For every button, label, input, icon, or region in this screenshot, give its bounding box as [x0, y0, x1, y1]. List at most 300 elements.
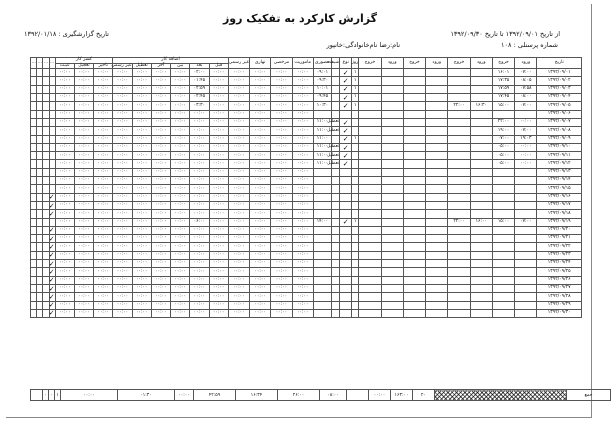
cell-in-2: [470, 127, 492, 135]
cell-in-4: [381, 251, 403, 259]
cell-ot-after: ۰۰:۰۰: [190, 293, 209, 301]
cell-duty: ۰۰:۰۰: [292, 185, 313, 193]
cell-ot-after: ۰۰:۰۰: [190, 127, 209, 135]
cell-day: [352, 152, 359, 160]
cell-lunch: ۰۰:۰۰: [250, 293, 271, 301]
cell-flag: [37, 243, 43, 251]
cell-day: [352, 243, 359, 251]
cell-in-4: [381, 268, 403, 276]
cell-ot-last: ۰۰:۰۰: [151, 135, 170, 143]
cell-out-4: [359, 152, 381, 160]
cell-out-4: [359, 260, 381, 268]
cell-out: [492, 260, 514, 268]
cell-in-2: [470, 118, 492, 126]
cell-absence: ۰۰:۰۰: [55, 210, 74, 218]
cell-leave: ۰۰:۰۰: [271, 102, 292, 110]
cell-ot-unofficial: ۰۰:۰۰: [113, 268, 132, 276]
cell-delay: ۰۰:۰۰: [94, 118, 113, 126]
cell-out-4: [359, 193, 381, 201]
cell-ot-before: ۰۰:۰۰: [209, 185, 228, 193]
cell-extra: ۰۰:۰۰: [228, 135, 249, 143]
cell-out-3: [403, 102, 425, 110]
cell-out-4: [359, 69, 381, 77]
col-f4: ...: [31, 58, 37, 69]
cell-ot-last: ۰۰:۰۰: [151, 118, 170, 126]
cell-out-3: [403, 118, 425, 126]
cell-shift: [332, 218, 340, 226]
cell-ot-after: ۰۲:۴۵: [190, 94, 209, 102]
cell-leave: ۰۰:۰۰: [271, 143, 292, 151]
cell-early: ۰۰:۰۰: [74, 177, 93, 185]
cell-extra: ۰۰:۰۰: [228, 110, 249, 118]
cell-ot-last: ۰۰:۰۰: [151, 243, 170, 251]
cell-ot-holiday: ۰۰:۰۰: [132, 69, 151, 77]
cell-in: [515, 276, 537, 284]
cell-out: [492, 309, 514, 317]
status-check-icon: ✓: [48, 259, 55, 268]
status-check-icon: ✓: [48, 309, 55, 318]
cell-extra: ۰۰:۰۰: [228, 193, 249, 201]
cell-in: ۰۷:۰۰: [515, 102, 537, 110]
cell-out: ۲۲:۰۰: [492, 118, 514, 126]
cell-date: ۱۳۹۲/۰۹/۰۲: [537, 77, 582, 85]
cell-ot-unofficial: ۰۰:۰۰: [113, 77, 132, 85]
status-check-icon: [49, 218, 55, 226]
cell-out-2: [448, 243, 470, 251]
cell-duty: ۰۰:۰۰: [292, 127, 313, 135]
cell-ot-between: ۰۰:۰۰: [171, 94, 190, 102]
status-check-icon: ✓: [48, 301, 55, 310]
cell-presence: ۰۹:۳۰: [313, 77, 331, 85]
cell-out-3: [403, 135, 425, 143]
cell-out: ۰۷:۰۰: [492, 135, 514, 143]
cell-in-3: [426, 143, 448, 151]
cell-duty: ۰۰:۰۰: [292, 69, 313, 77]
cell-out-3: [403, 193, 425, 201]
cell-date: ۱۳۹۲/۰۹/۱۹: [537, 218, 582, 226]
cell-out-4: [359, 284, 381, 292]
cell-ot-unofficial: ۰۰:۰۰: [113, 94, 132, 102]
cell-in: ۰۰:۰۰: [515, 118, 537, 126]
cell-early: ۰۰:۰۰: [74, 160, 93, 168]
cell-lunch: ۰۰:۰۰: [250, 251, 271, 259]
cell-in-2: ۱۶:۰۰: [470, 218, 492, 226]
status-check-icon: ✓: [48, 193, 55, 202]
cell-ot-holiday: ۰۰:۰۰: [132, 235, 151, 243]
cell-extra: ۰۰:۰۰: [228, 201, 249, 209]
cell-day: ۱: [352, 135, 359, 143]
totals-overtime2: ۱۶:۳۴: [236, 390, 278, 401]
col-ot-unofficial: غیر رسمی: [111, 62, 132, 68]
cell-in: ۰۸:۰۵: [515, 77, 537, 85]
cell-early: ۰۰:۰۰: [74, 235, 93, 243]
cell-date: ۱۳۹۲/۰۹/۱۳: [537, 168, 582, 176]
cell-in-4: [381, 185, 403, 193]
cell-ot-between: ۰۰:۰۰: [171, 251, 190, 259]
col-ot-holiday: تعطیل: [132, 63, 151, 69]
cell-in-4: [381, 235, 403, 243]
cell-extra: ۰۰:۰۰: [228, 85, 249, 93]
col-early: تعجیل: [74, 63, 93, 69]
cell-flag: [37, 118, 43, 126]
cell-flag: [37, 110, 43, 118]
cell-ot-holiday: ۰۰:۰۰: [132, 152, 151, 160]
cell-day: ۱: [352, 69, 359, 77]
cell-in-3: [426, 193, 448, 201]
cell-ot-unofficial: ۰۰:۰۰: [113, 193, 132, 201]
cell-out-3: [403, 268, 425, 276]
cell-ot-last: ۰۰:۰۰: [151, 309, 170, 317]
cell-date: ۱۳۹۲/۰۹/۱۴: [537, 177, 582, 185]
cell-absence: ۰۰:۰۰: [55, 301, 74, 309]
cell-date: ۱۳۹۲/۰۹/۰۹: [537, 135, 582, 143]
cell-out-3: [403, 284, 425, 292]
cell-presence: ۰۹:۰۱: [313, 69, 331, 77]
cell-leave: ۰۰:۰۰: [271, 276, 292, 284]
cell-delay: ۰۰:۰۰: [94, 193, 113, 201]
cell-duty: ۰۰:۰۰: [292, 260, 313, 268]
cell-in-2: [470, 268, 492, 276]
cell-ot-after: ۰۰:۰۰: [190, 284, 209, 292]
cell-in-2: [470, 193, 492, 201]
cell-out-3: [403, 276, 425, 284]
cell-ot-after: ۰۰:۰۰: [190, 160, 209, 168]
status-check-icon: [49, 127, 55, 135]
cell-ot-last: ۰۰:۰۰: [151, 268, 170, 276]
cell-ot-last: ۰۰:۰۰: [151, 185, 170, 193]
cell-ot-between: ۰۰:۰۰: [171, 69, 190, 77]
cell-in-2: [470, 243, 492, 251]
cell-extra: ۰۰:۰۰: [228, 69, 249, 77]
cell-delay: ۰۰:۰۰: [94, 260, 113, 268]
cell-flag: [37, 293, 43, 301]
cell-shift: [332, 135, 340, 143]
cell-in-4: [381, 201, 403, 209]
cell-presence: ۱۱:۰۰: [313, 118, 331, 126]
cell-ot-after: ۰۰:۰۰: [190, 235, 209, 243]
cell-lunch: ۰۰:۰۰: [250, 135, 271, 143]
cell-out-2: [448, 85, 470, 93]
table-row: [31, 143, 582, 151]
cell-ot-holiday: ۰۰:۰۰: [132, 226, 151, 234]
cell-lunch: ۰۰:۰۰: [250, 243, 271, 251]
cell-presence: [313, 251, 331, 259]
cell-ot-holiday: ۰۰:۰۰: [132, 284, 151, 292]
status-check-icon: ✓: [48, 234, 55, 243]
cell-in: [515, 201, 537, 209]
cell-shift: [332, 293, 340, 301]
cell-in-3: [426, 77, 448, 85]
cell-ot-between: ۰۰:۰۰: [171, 177, 190, 185]
table-row: [31, 77, 582, 85]
cell-ot-unofficial: ۰۰:۰۰: [113, 127, 132, 135]
cell-leave: ۰۰:۰۰: [271, 301, 292, 309]
cell-flag: [37, 94, 43, 102]
cell-shift: [332, 193, 340, 201]
cell-out: ۰۵:۰۰: [492, 143, 514, 151]
cell-extra: ۰۰:۰۰: [228, 168, 249, 176]
cell-ot-unofficial: ۰۰:۰۰: [113, 177, 132, 185]
cell-flag: [37, 152, 43, 160]
cell-duty: ۰۰:۰۰: [292, 276, 313, 284]
cell-delay: ۰۰:۰۰: [94, 177, 113, 185]
cell-leave: ۰۰:۰۰: [271, 177, 292, 185]
cell-ot-unofficial: ۰۰:۰۰: [113, 168, 132, 176]
cell-presence: [313, 193, 331, 201]
col-f2: ...: [43, 58, 49, 69]
cell-leave: ۰۰:۰۰: [271, 69, 292, 77]
table-row: [31, 168, 582, 176]
cell-presence: [313, 168, 331, 176]
cell-day: [352, 177, 359, 185]
cell-early: ۰۰:۰۰: [74, 94, 93, 102]
cell-lunch: ۰۰:۰۰: [250, 235, 271, 243]
status-check-icon: ✓: [48, 251, 55, 260]
cell-out-2: [448, 152, 470, 160]
cell-date: ۱۳۹۲/۰۹/۱۶: [537, 193, 582, 201]
status-check-icon: [49, 94, 55, 102]
cell-extra: ۰۰:۰۰: [228, 309, 249, 317]
table-row: [31, 243, 582, 251]
totals-overtime1: ۲۶:۰۰: [278, 390, 320, 401]
cell-in-2: [470, 135, 492, 143]
cell-out-4: [359, 77, 381, 85]
cell-out: [492, 168, 514, 176]
cell-flag: [37, 218, 43, 226]
cell-shift: [332, 102, 340, 110]
cell-in: ۰۰:۰۰: [515, 160, 537, 168]
cell-date: ۱۳۹۲/۰۹/۰۶: [537, 110, 582, 118]
cell-out-3: [403, 69, 425, 77]
cell-ot-holiday: ۰۰:۰۰: [132, 251, 151, 259]
cell-absence: ۰۰:۰۰: [55, 110, 74, 118]
cell-shift: [332, 235, 340, 243]
cell-ot-between: ۰۰:۰۰: [171, 268, 190, 276]
cell-leave: ۰۰:۰۰: [271, 260, 292, 268]
cell-out: ۱۵:۰۰: [492, 102, 514, 110]
cell-flag: [31, 135, 37, 143]
cell-lunch: ۰۰:۰۰: [250, 284, 271, 292]
cell-day: [352, 210, 359, 218]
cell-flag: [31, 210, 37, 218]
cell-out: ۱۹:۰۰: [492, 127, 514, 135]
cell-lunch: ۰۰:۰۰: [250, 301, 271, 309]
cell-in-3: [426, 218, 448, 226]
cell-ot-holiday: ۰۰:۰۰: [132, 143, 151, 151]
cell-delay: ۰۰:۰۰: [94, 293, 113, 301]
cell-ot-before: ۰۰:۰۰: [209, 218, 228, 226]
cell-ot-before: ۰۰:۰۰: [209, 118, 228, 126]
cell-flag: [37, 69, 43, 77]
cell-ot-before: ۰۰:۰۰: [209, 276, 228, 284]
cell-shift: [332, 226, 340, 234]
cell-ot-between: ۰۰:۰۰: [171, 193, 190, 201]
col-ot-last: آخر: [151, 63, 170, 69]
cell-extra: ۰۰:۰۰: [228, 251, 249, 259]
cell-flag: [37, 260, 43, 268]
totals-blank: [347, 390, 369, 401]
cell-in: [515, 293, 537, 301]
cell-ot-holiday: ۰۰:۰۰: [132, 168, 151, 176]
cell-ot-after: ۰۰:۰۰: [190, 177, 209, 185]
cell-ot-unofficial: ۰۰:۰۰: [113, 226, 132, 234]
cell-flag: [43, 102, 49, 110]
col-extra: غیر رسمی: [228, 58, 249, 69]
cell-in-3: [426, 69, 448, 77]
cell-ot-holiday: ۰۰:۰۰: [132, 135, 151, 143]
table-row: [31, 251, 582, 259]
cell-out: ۱۷:۳۵: [492, 77, 514, 85]
status-check-icon: ✓: [48, 276, 55, 285]
cell-early: ۰۰:۰۰: [74, 243, 93, 251]
cell-ot-after: ۰۳:۳۰: [190, 102, 209, 110]
cell-in-3: [426, 102, 448, 110]
cell-shift: [332, 301, 340, 309]
cell-out-2: [448, 235, 470, 243]
totals-label: جمع: [567, 390, 611, 401]
cell-in-4: [381, 293, 403, 301]
cell-duty: ۰۰:۰۰: [292, 226, 313, 234]
cell-ot-between: ۰۰:۰۰: [171, 260, 190, 268]
totals-absence-2: ۰۰:۰۰: [61, 390, 118, 401]
cell-in-2: [470, 309, 492, 317]
cell-in: [515, 110, 537, 118]
cell-out-3: [403, 293, 425, 301]
cell-in-4: [381, 301, 403, 309]
cell-ot-between: ۰۰:۰۰: [171, 143, 190, 151]
cell-flag: [43, 127, 49, 135]
cell-ot-between: ۰۰:۰۰: [171, 127, 190, 135]
cell-out: ۱۶:۰۱: [492, 69, 514, 77]
check-icon: [340, 284, 352, 292]
cell-day: [352, 268, 359, 276]
status-check-icon: [49, 143, 55, 151]
cell-in-4: [381, 160, 403, 168]
status-check-icon: [49, 118, 55, 126]
cell-presence: [313, 110, 331, 118]
check-icon: [340, 193, 352, 201]
cell-ot-holiday: ۰۰:۰۰: [132, 160, 151, 168]
check-icon: [340, 226, 352, 234]
col-lunch: نهاری: [250, 58, 271, 69]
cell-ot-last: ۰۰:۰۰: [151, 127, 170, 135]
cell-ot-unofficial: ۰۰:۰۰: [113, 110, 132, 118]
cell-in-4: [381, 118, 403, 126]
col-shift: شیفت: [332, 58, 340, 69]
cell-extra: ۰۰:۰۰: [228, 102, 249, 110]
cell-duty: ۰۰:۰۰: [292, 301, 313, 309]
cell-early: ۰۰:۰۰: [74, 69, 93, 77]
cell-date: ۱۳۹۲/۰۹/۲۱: [537, 235, 582, 243]
cell-ot-holiday: ۰۰:۰۰: [132, 276, 151, 284]
cell-ot-unofficial: ۰۰:۰۰: [113, 85, 132, 93]
cell-leave: ۰۰:۰۰: [271, 293, 292, 301]
cell-extra: ۰۰:۰۰: [228, 160, 249, 168]
cell-ot-last: ۰۰:۰۰: [151, 251, 170, 259]
cell-out: [492, 251, 514, 259]
cell-early: ۰۰:۰۰: [74, 127, 93, 135]
cell-shift: [332, 77, 340, 85]
cell-presence: [313, 243, 331, 251]
status-check-icon: ✓: [48, 267, 55, 276]
cell-early: ۰۰:۰۰: [74, 201, 93, 209]
cell-ot-last: ۰۰:۰۰: [151, 210, 170, 218]
col-day: روز: [352, 58, 359, 69]
cell-date: ۱۳۹۲/۰۹/۱۰: [537, 143, 582, 151]
cell-in: ۰۰:۰۰: [515, 143, 537, 151]
cell-duty: ۰۰:۰۰: [292, 293, 313, 301]
cell-out-4: [359, 226, 381, 234]
cell-delay: ۰۰:۰۰: [94, 251, 113, 259]
cell-in-3: [426, 127, 448, 135]
col-in-4: ورود: [381, 58, 403, 69]
cell-extra: ۰۰:۰۰: [228, 276, 249, 284]
cell-extra: ۰۰:۰۰: [228, 77, 249, 85]
cell-leave: ۰۰:۰۰: [271, 94, 292, 102]
cell-leave: ۰۰:۰۰: [271, 201, 292, 209]
cell-shift: [332, 185, 340, 193]
cell-flag: [37, 85, 43, 93]
cell-absence: ۰۰:۰۰: [55, 193, 74, 201]
cell-out-3: [403, 168, 425, 176]
cell-leave: ۰۰:۰۰: [271, 110, 292, 118]
cell-lunch: ۰۰:۰۰: [250, 210, 271, 218]
status-check-icon: [49, 168, 55, 176]
cell-leave: ۰۰:۰۰: [271, 118, 292, 126]
cell-flag: [31, 251, 37, 259]
col-ot-between: بین: [171, 63, 190, 69]
cell-duty: ۰۰:۰۰: [292, 143, 313, 151]
cell-in: [515, 301, 537, 309]
cell-out-3: [403, 127, 425, 135]
cell-flag: [37, 268, 43, 276]
cell-presence: ۱۱:۰۰: [313, 135, 331, 143]
cell-out-2: [448, 293, 470, 301]
totals-c: ۰: [43, 390, 49, 401]
cell-ot-after: ۰۰:۰۰: [190, 185, 209, 193]
cell-day: [352, 185, 359, 193]
cell-ot-between: ۰۰:۰۰: [171, 77, 190, 85]
cell-in: ۰۷:۰۰: [515, 218, 537, 226]
cell-in-4: [381, 177, 403, 185]
cell-absence: ۰۰:۰۰: [55, 177, 74, 185]
cell-out-4: [359, 160, 381, 168]
cell-delay: ۰۰:۰۰: [94, 309, 113, 317]
cell-extra: ۰۰:۰۰: [228, 268, 249, 276]
cell-in-3: [426, 160, 448, 168]
cell-duty: ۰۰:۰۰: [292, 85, 313, 93]
cell-in-3: [426, 110, 448, 118]
cell-ot-before: ۰۰:۰۰: [209, 210, 228, 218]
table-row: [31, 301, 582, 309]
cell-out-3: [403, 260, 425, 268]
cell-ot-holiday: ۰۰:۰۰: [132, 243, 151, 251]
col-out-4: خروج: [359, 58, 381, 69]
cell-in-3: [426, 201, 448, 209]
cell-ot-last: ۰۰:۰۰: [151, 110, 170, 118]
cell-ot-last: ۰۰:۰۰: [151, 94, 170, 102]
cell-ot-after: ۰۰:۰۰: [190, 301, 209, 309]
cell-ot-after: ۰۰:۰۰: [190, 276, 209, 284]
cell-ot-before: ۰۰:۰۰: [209, 243, 228, 251]
cell-flag: [43, 110, 49, 118]
cell-ot-before: ۰۰:۰۰: [209, 135, 228, 143]
cell-presence: ۱۱:۰۰: [313, 143, 331, 151]
cell-shift: تعطیل: [332, 160, 340, 168]
cell-out-4: [359, 143, 381, 151]
cell-shift: تعطیل: [332, 143, 340, 151]
cell-flag: [37, 276, 43, 284]
